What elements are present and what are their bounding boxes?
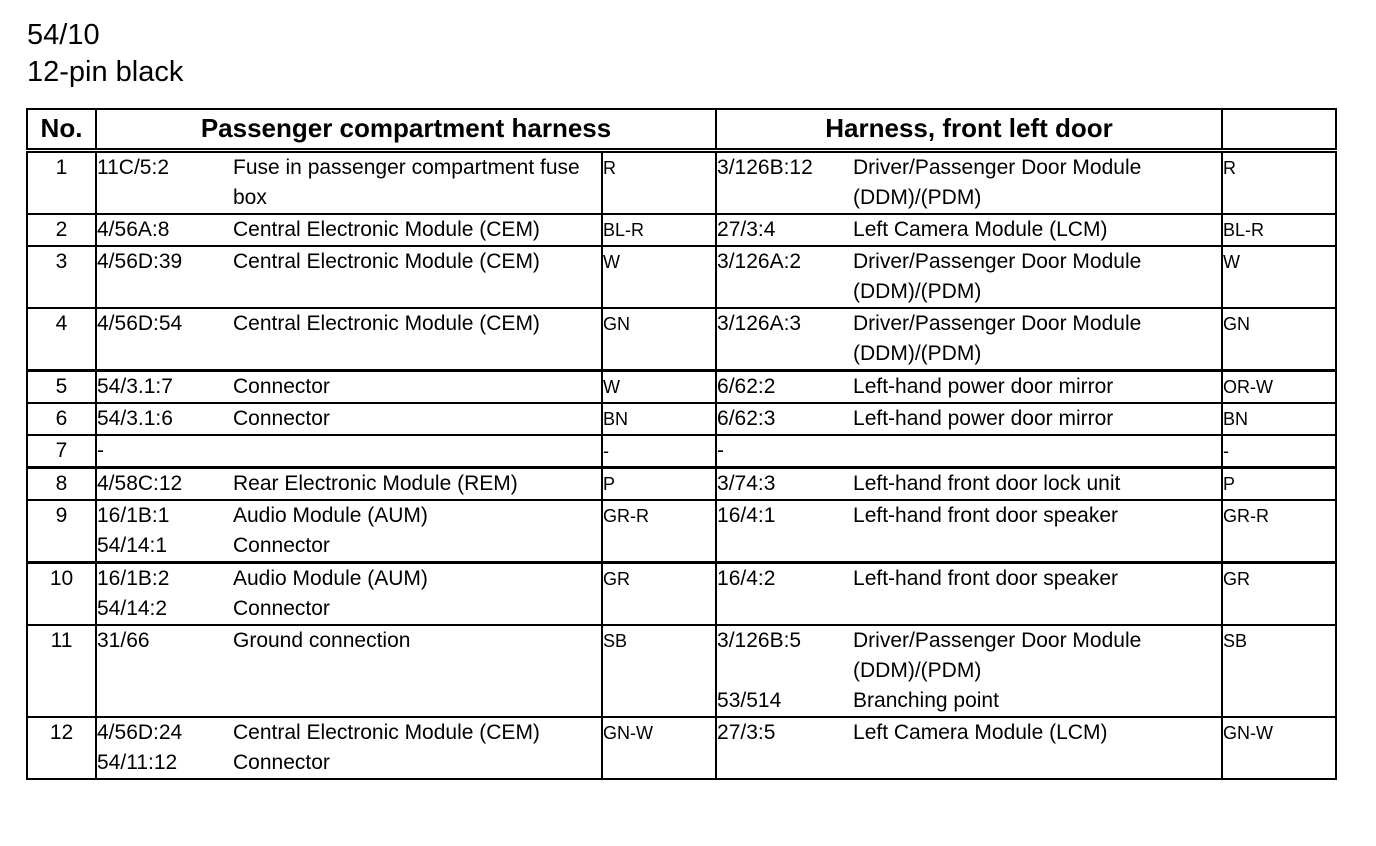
right-harness-cell bbox=[716, 500, 1222, 563]
left-terminal-ref: 16/1B:1 bbox=[97, 504, 170, 527]
left-entry bbox=[97, 626, 601, 656]
right-component-label: Left-hand front door speaker bbox=[853, 567, 1119, 590]
right-harness-cell bbox=[716, 371, 1222, 404]
right-wire-color: BL-R bbox=[1222, 214, 1336, 246]
right-component-label: Left Camera Module (LCM) bbox=[853, 721, 1108, 744]
right-wire-color: BN bbox=[1222, 403, 1336, 435]
left-terminal-ref: 11C/5:2 bbox=[97, 156, 169, 179]
left-harness-cell bbox=[96, 435, 602, 468]
left-component-label: Connector bbox=[233, 375, 330, 398]
pin-table bbox=[26, 108, 1337, 780]
left-component-label: Connector bbox=[233, 597, 330, 620]
left-terminal-ref: 4/56D:39 bbox=[97, 250, 183, 273]
left-wire-color: R bbox=[602, 151, 716, 215]
right-terminal-ref: 6/62:2 bbox=[717, 375, 776, 398]
right-harness-cell bbox=[716, 403, 1222, 435]
left-terminal-ref: 4/56A:8 bbox=[97, 218, 170, 241]
left-entry bbox=[97, 748, 601, 778]
left-entry bbox=[97, 215, 601, 245]
right-harness-cell bbox=[716, 246, 1222, 308]
left-harness-cell bbox=[96, 403, 602, 435]
header-door-harness: Harness, front left door bbox=[716, 109, 1222, 151]
left-component-label: Connector bbox=[233, 407, 330, 430]
right-harness-cell bbox=[716, 214, 1222, 246]
right-component-label: Driver/Passenger Door Module (DDM)/(PDM) bbox=[853, 312, 1142, 365]
pin-number: 12 bbox=[27, 717, 96, 779]
left-terminal-ref: 54/14:2 bbox=[97, 597, 168, 620]
right-wire-color: GN bbox=[1222, 308, 1336, 371]
table-row bbox=[27, 246, 1336, 308]
table-row bbox=[27, 371, 1336, 404]
left-entry bbox=[97, 372, 601, 402]
left-component-label: Ground connection bbox=[233, 629, 411, 652]
pin-number: 9 bbox=[27, 500, 96, 563]
right-harness-cell bbox=[716, 151, 1222, 215]
left-component-label: Audio Module (AUM) bbox=[233, 567, 428, 590]
pin-number: 2 bbox=[27, 214, 96, 246]
left-harness-cell bbox=[96, 308, 602, 371]
right-component-label: Left Camera Module (LCM) bbox=[853, 218, 1108, 241]
left-component-label: Rear Electronic Module (REM) bbox=[233, 472, 518, 495]
left-wire-color: BN bbox=[602, 403, 716, 435]
left-entry bbox=[97, 501, 601, 531]
table-row bbox=[27, 151, 1336, 215]
left-harness-cell bbox=[96, 371, 602, 404]
table-row bbox=[27, 625, 1336, 717]
left-entry bbox=[97, 531, 601, 561]
left-wire-color: - bbox=[602, 435, 716, 468]
left-terminal-ref: 54/3.1:7 bbox=[97, 375, 173, 398]
left-wire-color: SB bbox=[602, 625, 716, 717]
right-entry bbox=[717, 372, 1221, 402]
right-component-label: Branching point bbox=[853, 689, 999, 712]
right-component-label: Driver/Passenger Door Module (DDM)/(PDM) bbox=[853, 156, 1142, 209]
left-wire-color: GR-R bbox=[602, 500, 716, 563]
left-harness-cell bbox=[96, 625, 602, 717]
left-component-label: Central Electronic Module (CEM) bbox=[233, 250, 540, 273]
right-wire-color: SB bbox=[1222, 625, 1336, 717]
right-harness-cell bbox=[716, 625, 1222, 717]
pin-number: 11 bbox=[27, 625, 96, 717]
table-row bbox=[27, 717, 1336, 779]
right-component-label: Driver/Passenger Door Module (DDM)/(PDM) bbox=[853, 629, 1142, 682]
table-row bbox=[27, 563, 1336, 626]
right-entry bbox=[717, 469, 1221, 499]
right-terminal-ref: 53/514 bbox=[717, 689, 782, 712]
left-component-label: Connector bbox=[233, 751, 330, 774]
right-terminal-ref: - bbox=[717, 439, 725, 462]
left-harness-cell bbox=[96, 246, 602, 308]
left-wire-color: GN-W bbox=[602, 717, 716, 779]
right-wire-color: R bbox=[1222, 151, 1336, 215]
left-wire-color: W bbox=[602, 371, 716, 404]
right-terminal-ref: 27/3:4 bbox=[717, 218, 776, 241]
left-wire-color: GN bbox=[602, 308, 716, 371]
right-terminal-ref: 3/126B:12 bbox=[717, 156, 813, 179]
left-wire-color: GR bbox=[602, 563, 716, 626]
left-component-label: Central Electronic Module (CEM) bbox=[233, 218, 540, 241]
left-terminal-ref: 54/3.1:6 bbox=[97, 407, 173, 430]
right-entry bbox=[717, 626, 1221, 686]
pin-number: 3 bbox=[27, 246, 96, 308]
left-component-label: Audio Module (AUM) bbox=[233, 504, 428, 527]
table-row bbox=[27, 468, 1336, 501]
left-entry bbox=[97, 718, 601, 748]
right-entry bbox=[717, 686, 1221, 716]
right-entry bbox=[717, 564, 1221, 594]
right-wire-color: P bbox=[1222, 468, 1336, 501]
header-passenger-harness: Passenger compartment harness bbox=[96, 109, 716, 151]
right-wire-color: - bbox=[1222, 435, 1336, 468]
right-component-label: Left-hand power door mirror bbox=[853, 407, 1114, 430]
right-wire-color: GR-R bbox=[1222, 500, 1336, 563]
right-wire-color: W bbox=[1222, 246, 1336, 308]
pin-rows bbox=[27, 151, 1336, 780]
right-harness-cell bbox=[716, 717, 1222, 779]
pin-number: 5 bbox=[27, 371, 96, 404]
left-component-label bbox=[233, 436, 601, 466]
left-component-label: Connector bbox=[233, 534, 330, 557]
pin-number: 4 bbox=[27, 308, 96, 371]
left-component-label: Central Electronic Module (CEM) bbox=[233, 312, 540, 335]
left-harness-cell bbox=[96, 717, 602, 779]
table-row bbox=[27, 214, 1336, 246]
left-harness-cell bbox=[96, 214, 602, 246]
right-component-label bbox=[853, 436, 1221, 466]
right-entry bbox=[717, 436, 1221, 466]
left-entry bbox=[97, 309, 601, 339]
table-row bbox=[27, 308, 1336, 371]
right-entry bbox=[717, 153, 1221, 213]
right-terminal-ref: 6/62:3 bbox=[717, 407, 776, 430]
table-row bbox=[27, 403, 1336, 435]
right-harness-cell bbox=[716, 308, 1222, 371]
left-entry bbox=[97, 404, 601, 434]
right-component-label: Left-hand front door lock unit bbox=[853, 472, 1121, 495]
left-harness-cell bbox=[96, 563, 602, 626]
table-row bbox=[27, 500, 1336, 563]
header-color bbox=[1222, 109, 1336, 151]
right-wire-color: OR-W bbox=[1222, 371, 1336, 404]
left-component-label: Central Electronic Module (CEM) bbox=[233, 721, 540, 744]
connector-code: 54/10 bbox=[27, 19, 100, 51]
table-row bbox=[27, 435, 1336, 468]
left-wire-color: BL-R bbox=[602, 214, 716, 246]
pin-number: 1 bbox=[27, 151, 96, 215]
left-terminal-ref: 31/66 bbox=[97, 629, 150, 652]
left-terminal-ref: 4/56D:54 bbox=[97, 312, 183, 335]
left-component-label: Fuse in passenger compartment fuse box bbox=[233, 156, 580, 209]
left-entry bbox=[97, 153, 601, 213]
left-harness-cell bbox=[96, 500, 602, 563]
right-terminal-ref: 3/126A:2 bbox=[717, 250, 802, 273]
right-component-label: Driver/Passenger Door Module (DDM)/(PDM) bbox=[853, 250, 1142, 303]
right-wire-color: GN-W bbox=[1222, 717, 1336, 779]
right-entry bbox=[717, 718, 1221, 748]
right-entry bbox=[717, 215, 1221, 245]
left-terminal-ref: - bbox=[97, 439, 104, 462]
right-terminal-ref: 16/4:2 bbox=[717, 567, 776, 590]
left-entry bbox=[97, 469, 601, 499]
left-entry bbox=[97, 247, 601, 277]
right-entry bbox=[717, 404, 1221, 434]
left-terminal-ref: 54/11:12 bbox=[97, 751, 178, 774]
right-harness-cell bbox=[716, 435, 1222, 468]
right-wire-color: GR bbox=[1222, 563, 1336, 626]
right-component-label: Left-hand power door mirror bbox=[853, 375, 1114, 398]
pin-number: 6 bbox=[27, 403, 96, 435]
right-terminal-ref: 3/126A:3 bbox=[717, 312, 802, 335]
left-terminal-ref: 4/56D:24 bbox=[97, 721, 183, 744]
right-harness-cell bbox=[716, 563, 1222, 626]
right-entry bbox=[717, 309, 1221, 369]
left-entry bbox=[97, 436, 601, 466]
left-terminal-ref: 54/14:1 bbox=[97, 534, 168, 557]
header-no: No. bbox=[27, 109, 96, 151]
left-entry bbox=[97, 594, 601, 624]
left-harness-cell bbox=[96, 468, 602, 501]
pin-number: 10 bbox=[27, 563, 96, 626]
left-harness-cell bbox=[96, 151, 602, 215]
right-terminal-ref: 3/126B:5 bbox=[717, 629, 802, 652]
left-wire-color: P bbox=[602, 468, 716, 501]
left-terminal-ref: 16/1B:2 bbox=[97, 567, 170, 590]
pin-number: 7 bbox=[27, 435, 96, 468]
left-terminal-ref: 4/58C:12 bbox=[97, 472, 183, 495]
right-terminal-ref: 16/4:1 bbox=[717, 504, 776, 527]
right-terminal-ref: 27/3:5 bbox=[717, 721, 776, 744]
pin-number: 8 bbox=[27, 468, 96, 501]
connector-description: 12-pin black bbox=[27, 56, 184, 88]
right-component-label: Left-hand front door speaker bbox=[853, 504, 1119, 527]
right-entry bbox=[717, 247, 1221, 307]
right-terminal-ref: 3/74:3 bbox=[717, 472, 776, 495]
header-row bbox=[27, 109, 1336, 151]
left-wire-color: W bbox=[602, 246, 716, 308]
right-harness-cell bbox=[716, 468, 1222, 501]
left-entry bbox=[97, 564, 601, 594]
right-entry bbox=[717, 501, 1221, 531]
